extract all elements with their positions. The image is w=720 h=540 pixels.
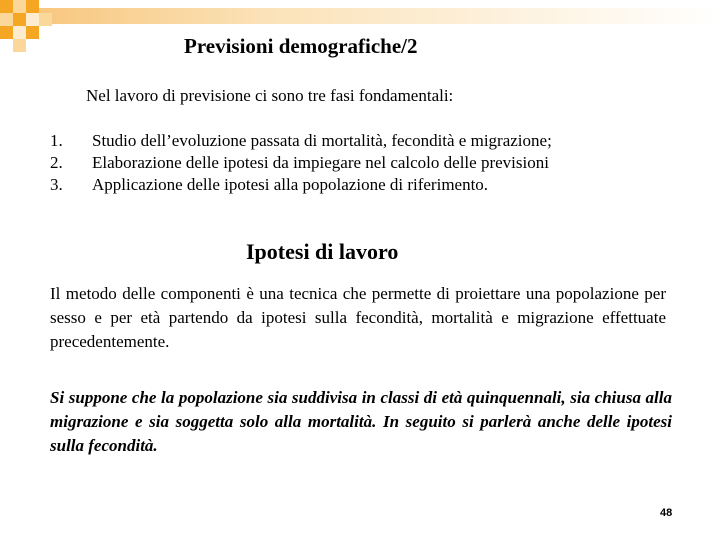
list-item [50,152,552,174]
list-item [50,130,552,152]
list-item-number: 3. [50,175,63,194]
assumption-paragraph: Si suppone che la popolazione sia suddivisa in classi di età quinquennali, sia chiusa alla migrazione e sia soggetta solo alla mortalità. In seguito si parlerà anche delle ipotesi sulla fecondità. [50,388,672,455]
list-item-number: 1. [50,131,63,150]
list-item-number: 2. [50,153,63,172]
steps-list [50,130,552,196]
list-item-text: Applicazione delle ipotesi alla popolazione di riferimento. [92,175,489,194]
page-number: 48 [660,507,673,519]
method-paragraph: Il metodo delle componenti è una tecnica che permette di proiettare una popolazione per sesso e per età partendo da ipotesi sulla fecondità, mortalità e migrazione effettuate precedentemente. [50,284,666,351]
section-subtitle: Ipotesi di lavoro [246,239,399,264]
intro-text: Nel lavoro di previsione ci sono tre fasi fondamentali: [86,86,454,105]
list-item-text: Studio dell’evoluzione passata di mortalità, fecondità e migrazione; [92,131,552,150]
list-item [50,174,552,196]
slide-title: Previsioni demografiche/2 [184,34,418,58]
list-item-text: Elaborazione delle ipotesi da impiegare nel calcolo delle previsioni [92,153,549,172]
